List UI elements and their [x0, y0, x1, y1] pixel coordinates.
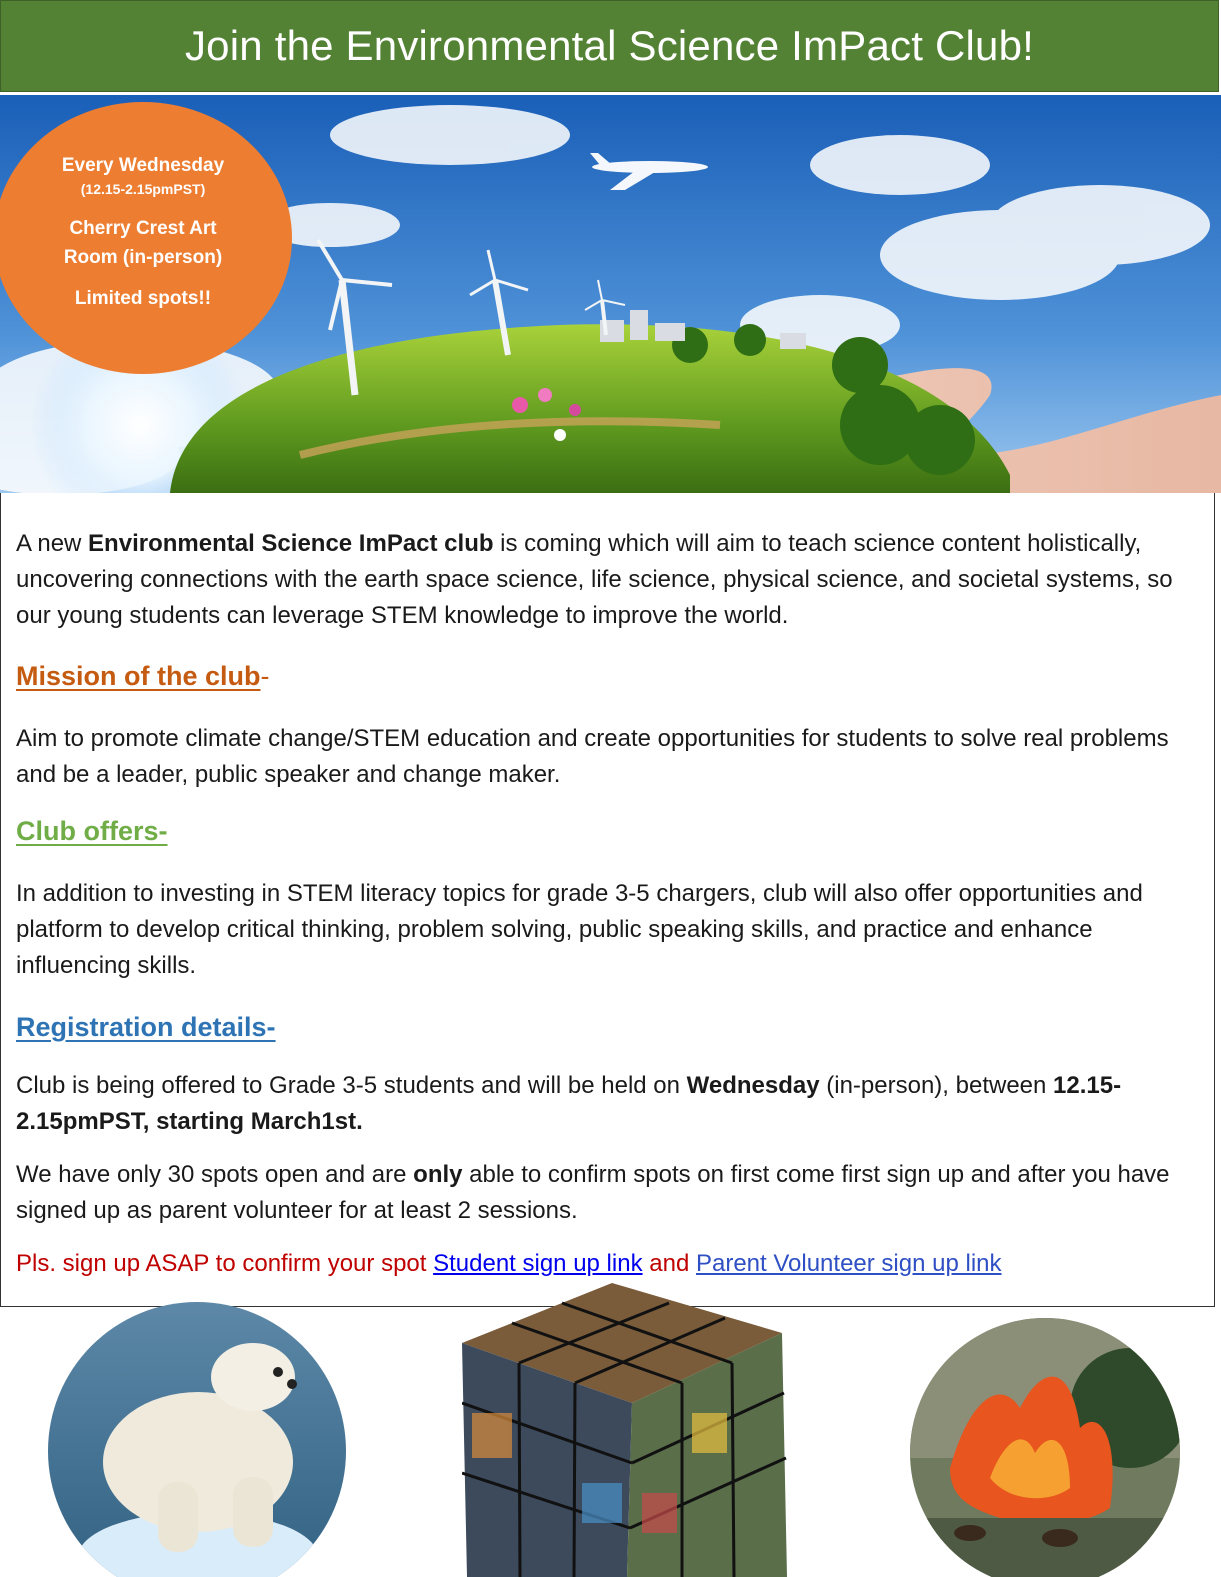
- mission-text: Aim to promote climate change/STEM education and create opportunities for students to solve real problems and be a leader, public speaker and change maker.: [16, 725, 1169, 788]
- parent-volunteer-signup-link[interactable]: Parent Volunteer sign up link: [695, 1250, 1002, 1277]
- offers-heading: Club offers-: [16, 816, 168, 846]
- reg-p2-a: We have only 30 spots open and are: [16, 1161, 414, 1188]
- polar-bear-photo: [48, 1302, 346, 1577]
- mission-heading-dash: -: [260, 661, 270, 691]
- cta-text: Pls. sign up ASAP to confirm your spot: [16, 1250, 434, 1277]
- schedule-badge: [0, 102, 292, 374]
- page-title: Join the Environmental Science ImPact Club!: [184, 22, 1034, 69]
- badge-day: Every Wednesday: [61, 155, 225, 176]
- badge-time: (12.15-2.15pmPST): [80, 181, 206, 197]
- reg-time-start: 12.15-2.15pmPST, starting March1st.: [16, 1072, 1122, 1135]
- badge-location-line1: Cherry Crest Art: [69, 218, 217, 239]
- badge-limited: Limited spots!!: [74, 288, 212, 309]
- badge-location: [0, 214, 292, 272]
- reg-p1-a: Club is being offered to Grade 3-5 students and will be held on: [16, 1072, 687, 1099]
- mission-heading-text: Mission of the club: [16, 661, 261, 691]
- reg-day: Wednesday: [686, 1072, 820, 1099]
- photo-cube-image: [462, 1283, 792, 1577]
- intro-club-name: Environmental Science ImPact club: [88, 530, 494, 557]
- title-bar: [0, 0, 1219, 92]
- reg-p2-c: able to confirm spots on first come first sign up and after you have signed up as parent volunteer for at least 2 sessions.: [16, 1161, 1170, 1224]
- intro-prefix: A new: [16, 530, 89, 557]
- intro-paragraph: [16, 526, 1206, 634]
- reg-p1-c: (in-person), between: [819, 1072, 1054, 1099]
- wildfire-kangaroo-photo: [910, 1318, 1180, 1577]
- registration-schedule: [16, 1068, 1206, 1140]
- cta-and: and: [642, 1250, 696, 1277]
- offers-text: In addition to investing in STEM literacy topics for grade 3-5 chargers, club will also offer opportunities and platform to develop critical thinking, problem solving, public speaking skills, and practice and enhance influencing skills.: [16, 880, 1143, 979]
- badge-location-line2: Room (in-person): [63, 247, 223, 268]
- content-box: [0, 493, 1215, 1307]
- mission-heading: [16, 661, 270, 692]
- reg-only: only: [413, 1161, 463, 1188]
- student-signup-link[interactable]: Student sign up link: [433, 1250, 643, 1277]
- signup-call-to-action: [16, 1246, 1206, 1282]
- registration-spots: [16, 1157, 1206, 1229]
- registration-heading: Registration details-: [16, 1012, 276, 1042]
- intro-rest: is coming which will aim to teach science content holistically, uncovering connections with the earth space science, life science, physical science, and societal systems, so our young students can leverage STEM knowledge to improve the world.: [16, 530, 1173, 629]
